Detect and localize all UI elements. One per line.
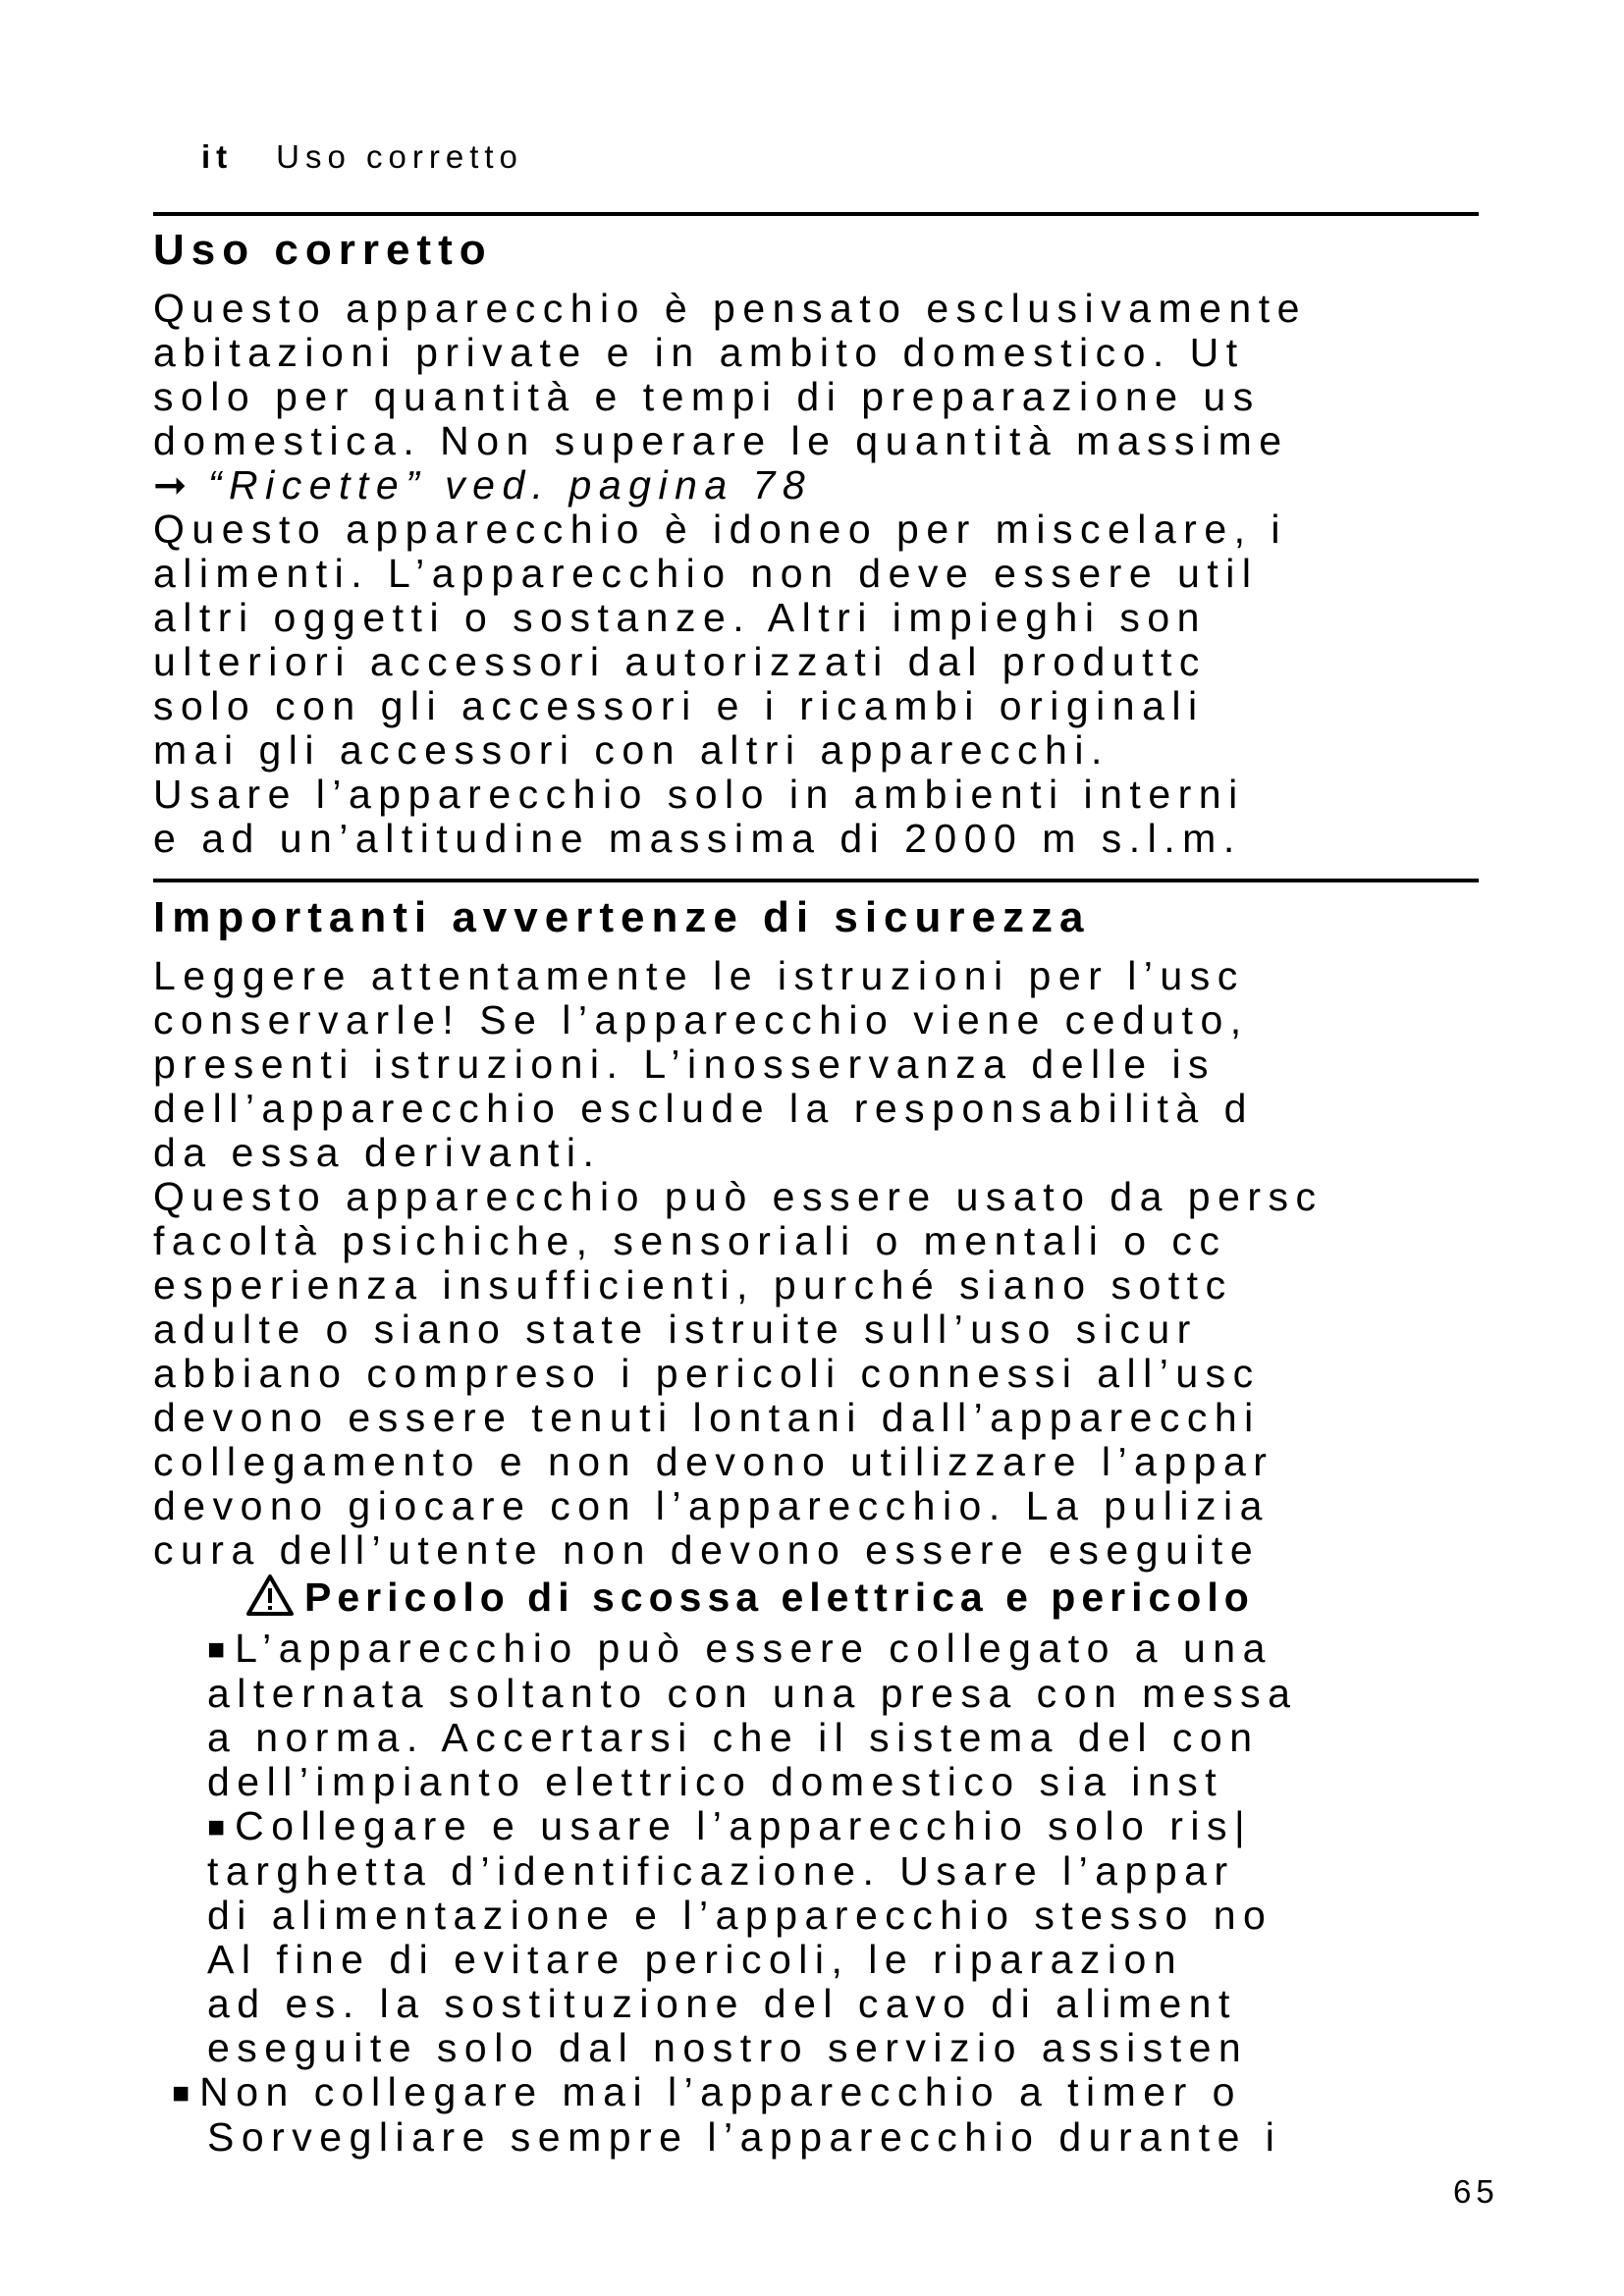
body-line: presenti istruzioni. L’inosservanza delle is [153,1041,1217,1087]
body-line: adulte o siano state istruite sull’uso sicur [153,1307,1198,1352]
body-line: Usare l’apparecchio solo in ambienti interni [153,772,1245,817]
body-line: abitazioni private e in ambito domestico. Ut [153,330,1245,375]
body-line: alimenti. L’apparecchio non deve essere util [153,551,1259,596]
body-line: mai gli accessori con altri apparecchi. [153,727,1110,773]
warning-bullet-list [172,1627,1624,2160]
body-line: dell’apparecchio esclude la responsabilità d [153,1086,1254,1131]
body-line: facoltà psichiche, sensoriali o mentali o cc [153,1218,1227,1263]
body-line: devono essere tenuti lontani dall’apparecchi [153,1395,1261,1440]
list-item-continuation: ad es. la sostituzione del cavo di aliment [207,1981,1237,2026]
body-line: solo per quantità e tempi di preparazione us [153,374,1261,419]
arrow-right-icon: ➞ [153,462,194,507]
list-item-continuation: dell’impianto elettrico domestico sia inst [207,1759,1224,1804]
list-item-continuation: Sorvegliare sempre l’apparecchio durante i [207,2114,1282,2160]
body-line: abbiano compreso i pericoli connessi all’usc [153,1351,1261,1396]
body-line: Leggere attentamente le istruzioni per l’usc [153,954,1245,998]
list-item: ■ Collegare e usare l’apparecchio solo ris| [207,1803,1253,1848]
page-number: 65 [1453,2173,1499,2210]
list-item: ■ Non collegare mai l’apparecchio a timer o [172,2069,1242,2114]
list-item: ■ L’apparecchio può essere collegato a una [207,1627,1272,1671]
language-code: it [201,138,234,175]
warning-heading [245,1573,1624,1628]
body-line: domestica. Non superare le quantità massime [153,418,1289,463]
body-line: da essa derivanti. [153,1130,602,1175]
reference-text: “Ricette” ved. pagina 78 [207,462,813,507]
body-line: ulteriori accessori autorizzati dal produttc [153,639,1207,684]
list-item-continuation: targhetta d’identificazione. Usare l’appar [207,1848,1235,1894]
recipe-page-reference [153,463,1624,507]
body-line: Questo apparecchio può essere usato da persc [153,1174,1324,1219]
header-section-title: Uso corretto [276,138,523,175]
body-line: e ad un’altitudine massima di 2000 m s.l.m. [153,816,1242,861]
section-divider [153,212,1479,216]
list-item-continuation: alternata soltanto con una presa con messa [207,1671,1298,1716]
bullet-square-icon: ■ [207,1811,226,1843]
body-line: Questo apparecchio è pensato esclusivamente [153,287,1307,331]
section-title-safety: Importanti avvertenze di sicurezza [153,893,1091,941]
section-title-uso-corretto: Uso corretto [153,226,493,274]
running-header [201,138,523,176]
bullet-square-icon: ■ [207,1633,226,1666]
body-line: collegamento e non devono utilizzare l’appar [153,1439,1274,1484]
body-line: esperienza insufficienti, purché siano sottc [153,1262,1233,1308]
list-item-continuation: eseguite solo dal nostro servizio assisten [207,2025,1249,2070]
list-item-continuation: Al fine di evitare pericoli, le riparazion [207,1937,1184,1982]
body-line: altri oggetti o sostanze. Altri impieghi son [153,595,1207,640]
section-body-uso-corretto [153,287,1624,861]
body-line: solo con gli accessori e i ricambi originali [153,683,1205,728]
list-item-continuation: di alimentazione e l’apparecchio stesso no [207,1893,1273,1938]
body-line: devono giocare con l’apparecchio. La pulizia [153,1483,1270,1528]
warning-title: Pericolo di scossa elettrica e pericolo [304,1575,1255,1620]
section-body-safety [153,954,1624,1573]
body-line: conservarle! Se l’apparecchio viene ceduto, [153,997,1249,1042]
body-line: Questo apparecchio è idoneo per miscelare, i [153,507,1288,552]
bullet-square-icon: ■ [172,2077,190,2109]
list-item-continuation: a norma. Accertarsi che il sistema del con [207,1715,1260,1760]
body-line: cura dell’utente non devono essere eseguite [153,1527,1261,1573]
section-divider [153,879,1479,882]
warning-triangle-icon [245,1574,295,1628]
